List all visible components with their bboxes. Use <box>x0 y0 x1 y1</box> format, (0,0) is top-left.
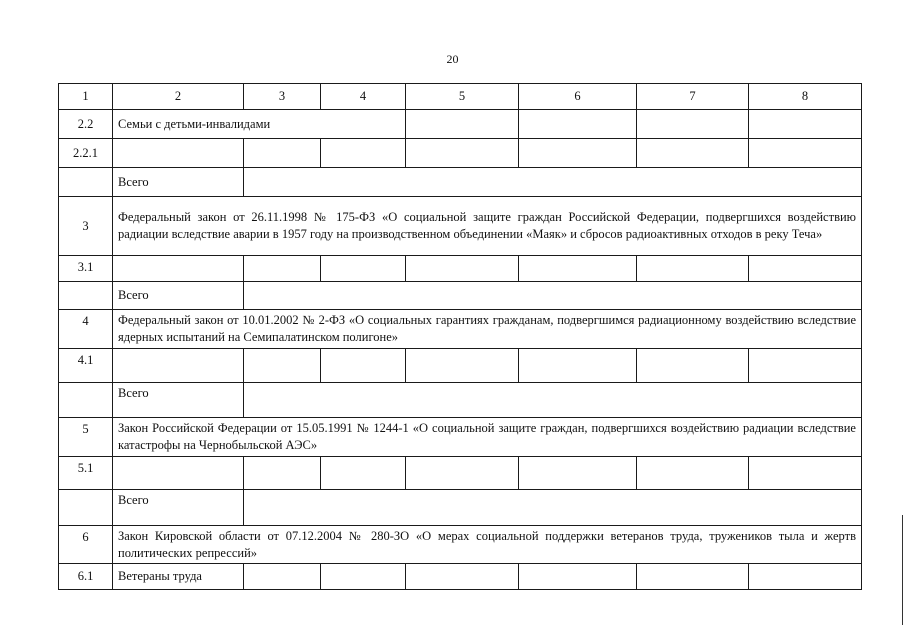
row-text <box>113 256 244 282</box>
column-header-1: 1 <box>59 84 113 110</box>
table-row <box>59 197 862 256</box>
row-number <box>59 490 113 526</box>
total-value-cell <box>244 383 862 418</box>
table-cell <box>321 256 406 282</box>
row-text <box>113 139 244 168</box>
table-cell <box>519 139 637 168</box>
table-row <box>59 418 862 457</box>
table-cell <box>637 110 749 139</box>
page-number: 20 <box>446 52 459 66</box>
row-number: 5 <box>59 418 113 457</box>
total-row <box>59 168 862 197</box>
total-row <box>59 282 862 310</box>
row-number: 2.2.1 <box>59 139 113 168</box>
column-header-6: 6 <box>519 84 637 110</box>
row-number: 5.1 <box>59 457 113 490</box>
table-cell <box>519 457 637 490</box>
row-text: Закон Российской Федерации от 15.05.1991 № 1244-1 «О социальной защите граждан, подвергшихся воздействию радиации вследствие катастрофы на Чернобыльской АЭС» <box>113 418 862 457</box>
row-number: 4 <box>59 310 113 349</box>
total-value-cell <box>244 490 862 526</box>
table-cell <box>637 457 749 490</box>
row-text: Всего <box>113 168 244 197</box>
table-cell <box>519 349 637 383</box>
column-header-4: 4 <box>321 84 406 110</box>
row-text <box>113 349 244 383</box>
table-cell <box>637 564 749 590</box>
column-header-5: 5 <box>406 84 519 110</box>
row-number: 2.2 <box>59 110 113 139</box>
total-value-cell <box>244 282 862 310</box>
table-cell <box>519 256 637 282</box>
table-row <box>59 526 862 564</box>
table-cell <box>321 349 406 383</box>
row-number: 6 <box>59 526 113 564</box>
table-cell <box>749 457 862 490</box>
table-cell <box>406 457 519 490</box>
table-cell <box>519 110 637 139</box>
table-row <box>59 256 862 282</box>
scan-edge-mark <box>902 515 903 625</box>
header-row <box>59 84 862 110</box>
row-text: Всего <box>113 282 244 310</box>
row-text: Всего <box>113 490 244 526</box>
table-row <box>59 457 862 490</box>
row-text: Федеральный закон от 26.11.1998 № 175-ФЗ «О социальной защите граждан Российской Федерации, подвергшихся воздействию радиации вследствие аварии в 1957 году на производственном объединении «Маяк» и сбросов радиоактивных отходов в реку Теча» <box>113 197 862 256</box>
row-number: 6.1 <box>59 564 113 590</box>
row-number <box>59 168 113 197</box>
table-cell <box>749 139 862 168</box>
table-cell <box>749 564 862 590</box>
total-value-cell <box>244 168 862 197</box>
table-cell <box>637 139 749 168</box>
total-row <box>59 490 862 526</box>
table-row <box>59 310 862 349</box>
row-text: Ветераны труда <box>113 564 244 590</box>
table-cell <box>519 564 637 590</box>
table-row <box>59 139 862 168</box>
row-number: 3.1 <box>59 256 113 282</box>
row-number: 4.1 <box>59 349 113 383</box>
column-header-7: 7 <box>637 84 749 110</box>
table-cell <box>321 457 406 490</box>
table-cell <box>244 256 321 282</box>
total-row <box>59 383 862 418</box>
row-text: Федеральный закон от 10.01.2002 № 2-ФЗ «О социальных гарантиях гражданам, подвергшимся радиационному воздействию вследствие ядерных испытаний на Семипалатинском полигоне» <box>113 310 862 349</box>
row-text: Закон Кировской области от 07.12.2004 № 280-ЗО «О мерах социальной поддержки ветеранов труда, тружеников тыла и жертв политических репрессий» <box>113 526 862 564</box>
table-cell <box>406 110 519 139</box>
table-cell <box>637 349 749 383</box>
table-cell <box>749 256 862 282</box>
row-text: Семьи с детьми-инвалидами <box>113 110 406 139</box>
table-cell <box>321 564 406 590</box>
table-row <box>59 349 862 383</box>
table-cell <box>749 349 862 383</box>
table-cell <box>406 256 519 282</box>
table-cell <box>321 139 406 168</box>
table-cell <box>406 564 519 590</box>
column-header-3: 3 <box>244 84 321 110</box>
table-row <box>59 110 862 139</box>
table-cell <box>244 349 321 383</box>
table-cell <box>244 139 321 168</box>
row-number <box>59 383 113 418</box>
data-table <box>58 83 862 590</box>
column-header-8: 8 <box>749 84 862 110</box>
column-header-2: 2 <box>113 84 244 110</box>
table-cell <box>406 349 519 383</box>
table-row <box>59 564 862 590</box>
table-cell <box>406 139 519 168</box>
row-number: 3 <box>59 197 113 256</box>
table-cell <box>749 110 862 139</box>
table-cell <box>637 256 749 282</box>
table-cell <box>244 564 321 590</box>
row-number <box>59 282 113 310</box>
table-cell <box>244 457 321 490</box>
row-text: Всего <box>113 383 244 418</box>
row-text <box>113 457 244 490</box>
